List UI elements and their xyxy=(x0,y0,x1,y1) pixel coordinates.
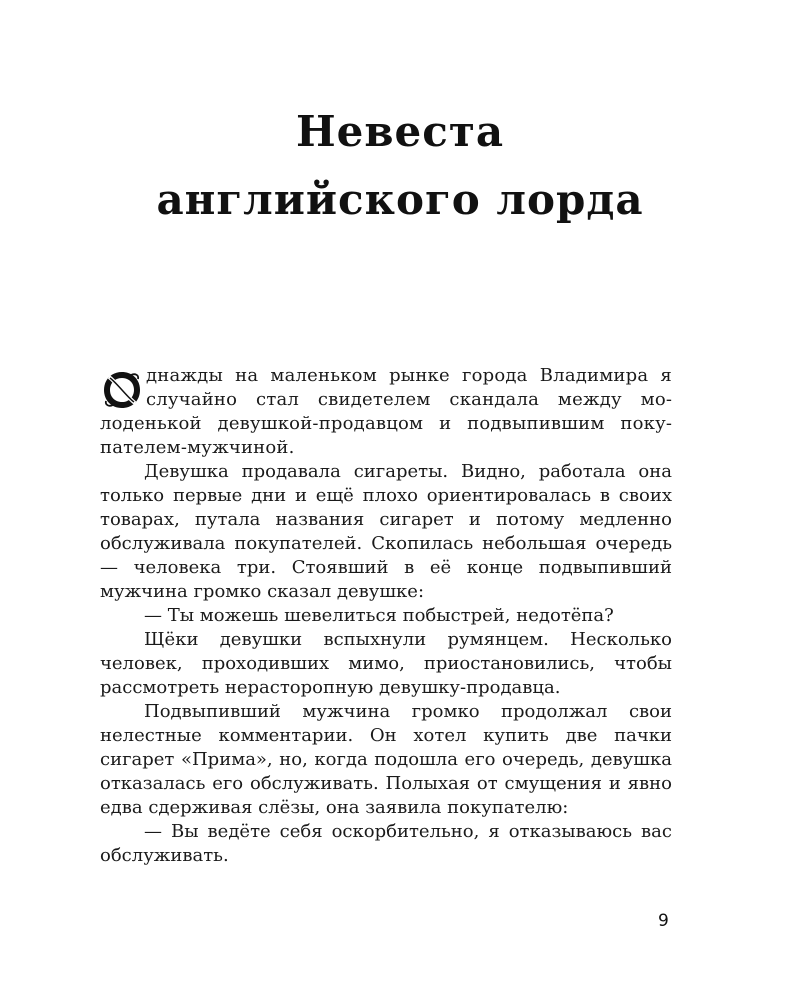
paragraph-6: — Вы ведёте себя оскорбительно, я отказываюсь вас обслуживать. xyxy=(100,821,672,866)
paragraph-1-text: днажды на маленьком рынке города Владимира я случайно стал свидетелем скандала между молоденькой девушкой-продавцом и подвыпившим покупателем-мужчиной. xyxy=(100,365,672,458)
paragraph-2: Девушка продавала сигареты. Видно, работала она только первые дни и ещё плохо ориентировалась в своих товарах, путала названия сигарет и потому медленно обслуживала покупателей. Скопилась небольшая очередь — человека три. Стоявший в её конце подвыпивший мужчина громко сказал девушке: xyxy=(100,461,672,602)
paragraph-3: — Ты можешь шевелиться побыстрей, недотёпа? xyxy=(144,605,614,626)
chapter-title-line-1: Невеста xyxy=(295,107,505,156)
paragraph-5: Подвыпивший мужчина громко продолжал свои нелестные комментарии. Он хотел купить две пачки сигарет «Прима», но, когда подошла его очередь, девушка отказалась его обслуживать. Полыхая от смущения и явно едва сдерживая слёзы, она заявила покупателю: xyxy=(100,701,672,818)
paragraph-4: Щёки девушки вспыхнули румянцем. Несколько человек, проходивших мимо, приостановились, чтобы рассмотреть нерасторопную девушку-продавца. xyxy=(100,629,672,698)
paragraph-1 xyxy=(100,364,672,460)
page-number: 9 xyxy=(658,911,669,931)
chapter-title xyxy=(0,98,800,234)
ornamental-letter-o-icon xyxy=(100,368,144,412)
chapter-text xyxy=(100,364,672,868)
chapter-title-line-2: английского лорда xyxy=(156,175,644,224)
